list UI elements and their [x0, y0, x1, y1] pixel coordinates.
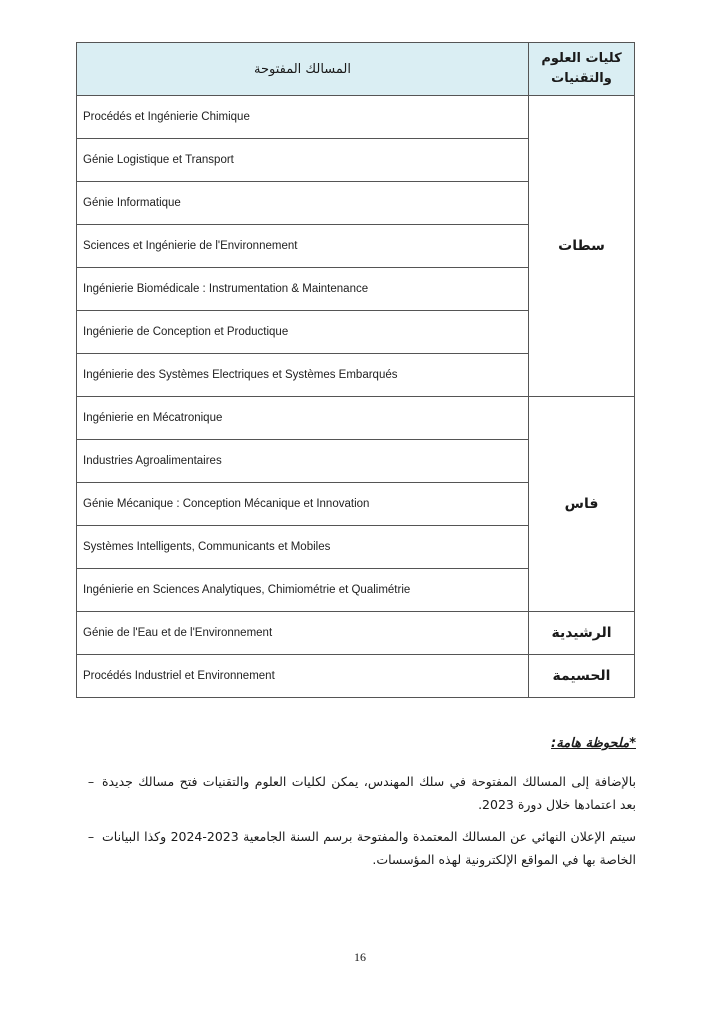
header-faculties: كليات العلوم والتقنيات [529, 43, 635, 96]
program-cell: Ingénierie des Systèmes Electriques et Systèmes Embarqués [77, 354, 529, 397]
program-cell: Génie Mécanique : Conception Mécanique et Innovation [77, 483, 529, 526]
program-cell: Ingénierie en Mécatronique [77, 397, 529, 440]
note-item-1 [80, 770, 636, 816]
note-item-2 [80, 825, 636, 871]
programs-table [76, 42, 635, 698]
table-row [77, 397, 635, 440]
faculty-cell: سطات [529, 96, 635, 397]
table-row [77, 96, 635, 139]
faculty-cell: فاس [529, 397, 635, 612]
program-cell: Génie de l'Eau et de l'Environnement [77, 612, 529, 655]
table-row [77, 655, 635, 698]
note-title: *ملحوظة هامة: [551, 736, 636, 751]
program-cell: Génie Logistique et Transport [77, 139, 529, 182]
program-cell: Ingénierie en Sciences Analytiques, Chimiométrie et Qualimétrie [77, 569, 529, 612]
bullet-dash: – [87, 774, 95, 789]
program-cell: Génie Informatique [77, 182, 529, 225]
program-cell: Industries Agroalimentaires [77, 440, 529, 483]
header-programs: المسالك المفتوحة [77, 43, 529, 96]
page-number: 16 [354, 950, 366, 964]
faculty-cell: الرشيدية [529, 612, 635, 655]
program-cell: Ingénierie Biomédicale : Instrumentation & Maintenance [77, 268, 529, 311]
program-cell: Procédés Industriel et Environnement [77, 655, 529, 698]
note-text: بالإضافة إلى المسالك المفتوحة في سلك المهندس، يمكن لكليات العلوم والتقنيات فتح مسالك جديدة بعد اعتمادها خلال دورة 2023. [102, 774, 636, 812]
program-cell: Ingénierie de Conception et Productique [77, 311, 529, 354]
program-cell: Procédés et Ingénierie Chimique [77, 96, 529, 139]
faculty-cell: الحسيمة [529, 655, 635, 698]
program-cell: Sciences et Ingénierie de l'Environnement [77, 225, 529, 268]
table-body [77, 96, 635, 698]
table-header-row [77, 43, 635, 96]
program-cell: Systèmes Intelligents, Communicants et Mobiles [77, 526, 529, 569]
bullet-dash: – [87, 829, 95, 844]
note-text: سيتم الإعلان النهائي عن المسالك المعتمدة والمفتوحة برسم السنة الجامعية 2023-2024 وكذا البيانات الخاصة بها في المواقع الإلكترونية لهذه المؤسسات. [102, 829, 636, 867]
table-row [77, 612, 635, 655]
